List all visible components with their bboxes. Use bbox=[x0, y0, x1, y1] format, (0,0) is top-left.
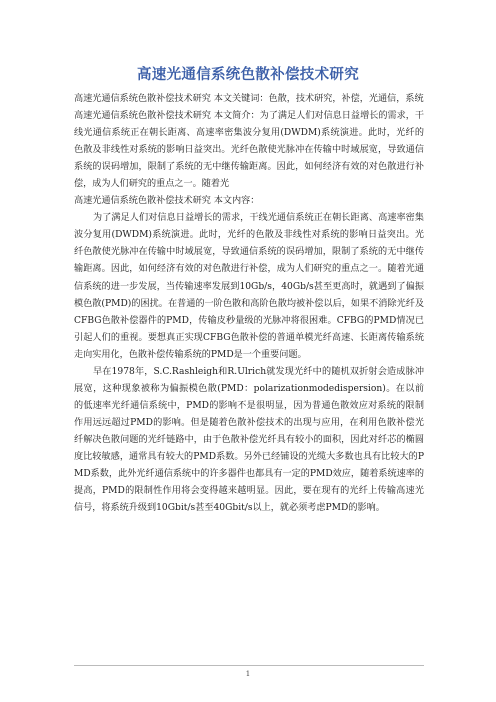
paragraph-keywords: 高速光通信系统色散补偿技术研究 本文关键词：色散，技术研究，补偿，光通信，系统 bbox=[74, 94, 424, 104]
paragraph-content-heading: 高速光通信系统色散补偿技术研究 本文内容： bbox=[74, 196, 260, 207]
paragraph-summary: 高速光通信系统色散补偿技术研究 本文简介：为了满足人们对信息日益增长的需求，干线光通信系统正在朝长距离、高速率密集波分复用(DWDM)系统演进。此时，光纤的色散及非线性对系统的影响日益突出。光纤色散使光脉冲在传输中时域展宽，导致通信系统的误码增加，限制了系统的无中继传输距离。因此，如何经济有效的对色散进行补偿，成为人们研究的重点之一。随着光 bbox=[74, 111, 424, 190]
paragraph-body-2: 早在1978年，S.C.Rashleigh和R.Ulrich就发现光纤中的随机双折射会造成脉冲展宽，这种现象被称为偏振模色散(PMD：polarizationmodedispersion)。在以前的低速率光纤通信系统中，PMD的影响不是很明显，因为普通色散效应对系统的限制作用远远超过PMD的影响。但是随着色散补偿技术的出现与应用，在利用色散补偿光纤解决色散问题的光纤链路中，由于色散补偿光纤具有较小的面积，因此对纤芯的椭圆度比较敏感，通常具有较大的PMD系数。另外已经铺设的光缆大多数也具有比较大的PMD系数，此外光纤通信系统中的许多器件也都具有一定的PMD效应，随着系统速率的提高，PMD的限制性作用将会变得越来越明显。因此，要在现有的光纤上传输高速光信号，将系统升级到10Gbit/s甚至40Gbit/s以上，就必须考虑PMD的影响。 bbox=[74, 366, 424, 514]
page-title: 高速光通信系统色散补偿技术研究 bbox=[137, 67, 359, 83]
paragraph-body-1: 为了满足人们对信息日益增长的需求，干线光通信系统正在朝长距离、高速率密集波分复用(DWDM)系统演进。此时，光纤的色散及非线性对系统的影响日益突出。光纤色散使光脉冲在传输中时域展宽，导致通信系统的误码增加，限制了系统的无中继传输距离。因此，如何经济有效的对色散进行补偿，成为人们研究的重点之一。随着光通信系统的进一步发展，当传输速率发展到10Gb/s，40Gb/s甚至更高时，就遇到了偏振模色散(PMD)的困扰。在普通的一阶色散和高阶色散均被补偿以后，如果不消除光纤及CFBG色散补偿器件的PMD，传输皮秒量级的光脉冲将很困难。CFBG的PMD情况已引起人们的重视。要想真正实现CFBG色散补偿的普通单模光纤高速、长距离传输系统走向实用化，色散补偿传输系统的PMD是一个重要问题。 bbox=[74, 213, 424, 360]
document-body bbox=[74, 91, 424, 517]
footer-divider bbox=[74, 665, 424, 666]
page-number: 1 bbox=[245, 670, 251, 678]
